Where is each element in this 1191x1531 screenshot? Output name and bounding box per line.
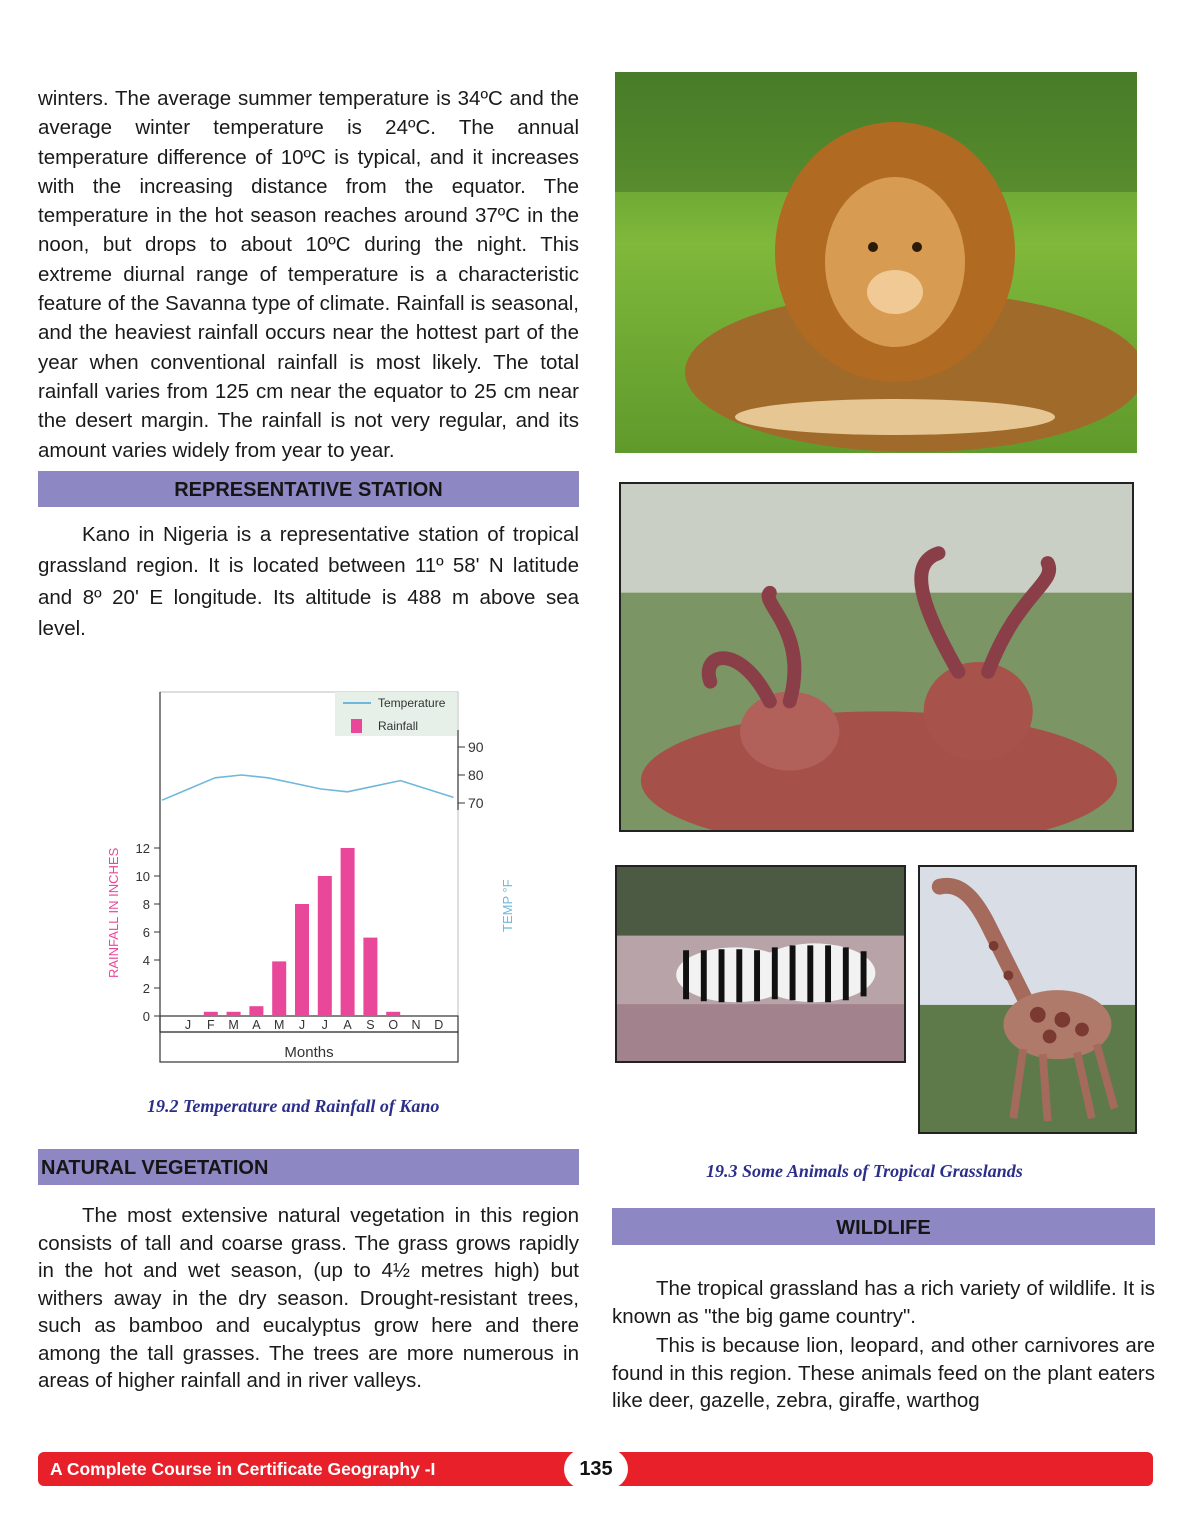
y-tick-label: 10 <box>135 869 150 884</box>
y2-tick-label: 90 <box>468 739 484 755</box>
rainfall-bar <box>204 1012 218 1016</box>
legend-temperature-label: Temperature <box>378 696 446 710</box>
rainfall-bar <box>318 876 332 1016</box>
y-tick-label: 0 <box>142 1009 150 1024</box>
month-label: N <box>411 1018 421 1032</box>
month-label: M <box>273 1018 285 1032</box>
month-label: O <box>388 1018 399 1032</box>
lion-photo <box>615 72 1137 453</box>
month-label: J <box>298 1018 306 1032</box>
y-tick-label: 4 <box>142 953 150 968</box>
page-number: 135 <box>564 1449 628 1489</box>
y2-axis-label: TEMP °F <box>500 879 515 932</box>
left-column <box>38 84 579 645</box>
month-label: A <box>343 1018 352 1032</box>
vegetation-paragraph: The most extensive natural vegetation in this region consists of tall and coarse grass. The grass grows rapidly in the hot and wet season, (up to 4½ metres high) but withers away in the dry season. Drought-resistant trees, such as bamboo and eucalyptus grow here and there among the tall grasses. The trees are more numerous in areas of higher rainfall and in river valleys. <box>38 1204 579 1392</box>
rainfall-bar <box>386 1012 400 1016</box>
rainfall-bar <box>249 1006 263 1016</box>
animals-caption: 19.3 Some Animals of Tropical Grasslands <box>706 1161 1023 1181</box>
legend-rainfall-label: Rainfall <box>378 719 419 733</box>
station-paragraph: Kano in Nigeria is a representative station of tropical grassland region. It is located between 11º 58' N latitude and 8º 20' E longitude. Its altitude is 488 m above sea level. <box>38 522 579 641</box>
wildlife-paragraph-1: The tropical grassland has a rich variety of wildlife. It is known as "the big game country". <box>612 1277 1155 1328</box>
x-axis-label: Months <box>284 1044 334 1061</box>
rainfall-bar <box>272 961 286 1016</box>
y2-tick-label: 80 <box>468 767 484 783</box>
kano-climate-chart <box>98 690 518 1070</box>
month-label: J <box>321 1018 328 1032</box>
legend-rainfall-swatch <box>351 719 362 733</box>
rainfall-bar <box>341 848 355 1016</box>
chart-svg <box>98 690 518 1070</box>
y-tick-label: 12 <box>135 841 150 856</box>
intro-paragraph: winters. The average summer temperature is 34ºC and the average winter temperature is 24ºC. The annual temperature difference of 10ºC is typical, and it increases with the increasing distance from the equator. The temperature in the hot season reaches around 37ºC in the noon, but drops to about 10ºC during the night. This extreme diurnal range of temperature is a characteristic feature of the Savanna type of climate. Rainfall is seasonal, and the heaviest rainfall occurs near the hottest part of the year when conventional rainfall is most likely. The total rainfall varies from 125 cm near the equator to 25 cm near the desert margin. The rainfall is not very regular, and its amount varies widely from year to year. <box>38 87 579 462</box>
y-tick-label: 8 <box>142 897 150 912</box>
month-label: A <box>252 1018 261 1032</box>
zebra-photo <box>615 865 906 1063</box>
month-label: D <box>434 1018 444 1032</box>
rainfall-bar <box>363 938 377 1016</box>
wildlife-paragraph-2: This is because lion, leopard, and other carnivores are found in this region. These animals feed on the plant eaters like deer, gazelle, zebra, giraffe, warthog <box>612 1334 1155 1412</box>
y2-tick-label: 70 <box>468 795 484 811</box>
chart-caption: 19.2 Temperature and Rainfall of Kano <box>147 1096 440 1116</box>
rainfall-bar <box>227 1012 241 1016</box>
y-tick-label: 6 <box>142 925 150 940</box>
y-axis-label: RAINFALL IN INCHES <box>106 847 121 978</box>
month-label: J <box>184 1018 192 1032</box>
giraffe-photo <box>918 865 1137 1134</box>
month-label: M <box>228 1018 239 1032</box>
month-label: F <box>206 1018 215 1032</box>
natural-vegetation-heading: NATURAL VEGETATION <box>38 1149 579 1185</box>
deer-photo <box>619 482 1134 832</box>
wildlife-heading: WILDLIFE <box>612 1208 1155 1245</box>
rainfall-bar <box>295 904 309 1016</box>
representative-station-heading: REPRESENTATIVE STATION <box>38 471 579 507</box>
month-label: S <box>366 1018 375 1032</box>
wildlife-section <box>612 1208 1155 1415</box>
footer-book-title: A Complete Course in Certificate Geography -I <box>50 1459 436 1479</box>
vegetation-section <box>38 1149 579 1395</box>
y-tick-label: 2 <box>142 981 150 996</box>
